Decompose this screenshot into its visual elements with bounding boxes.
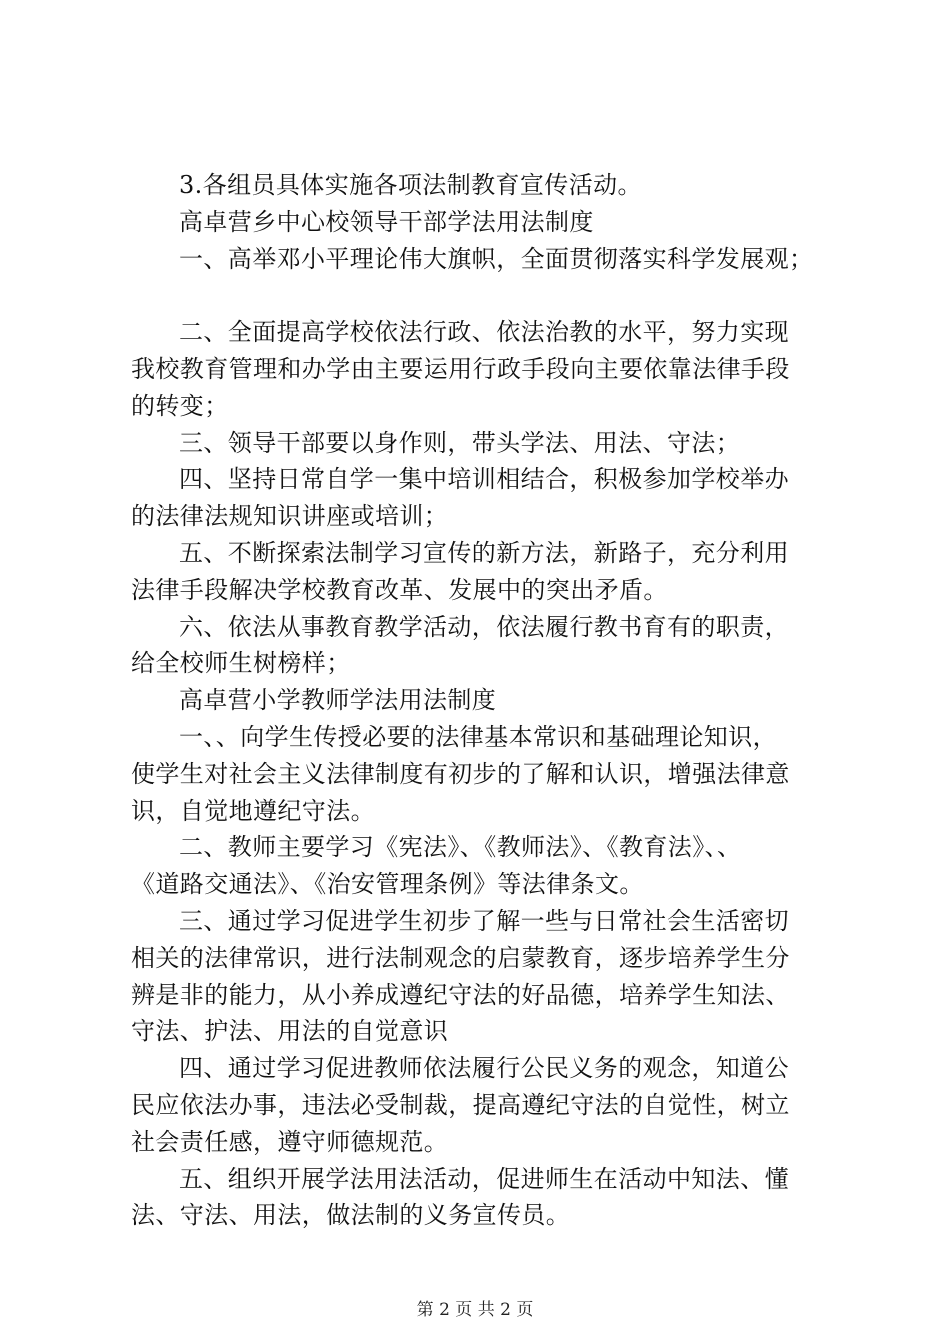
blank-line	[131, 277, 831, 314]
paragraph-line: 法律手段解决学校教育改革、发展中的突出矛盾。	[131, 575, 668, 604]
paragraph-line: 一、高举邓小平理论伟大旗帜，全面贯彻落实科学发展观；	[179, 244, 814, 273]
paragraph-line: 四、通过学习促进教师依法履行公民义务的观念，知道公	[179, 1054, 789, 1083]
paragraph-line: 辨是非的能力，从小养成遵纪守法的好品德，培养学生知法、	[131, 980, 790, 1009]
paragraph-line: 民应依法办事，违法必受制裁，提高遵纪守法的自觉性，树立	[131, 1090, 790, 1119]
paragraph-line: 四、坚持日常自学一集中培训相结合，积极参加学校举办	[179, 465, 789, 494]
paragraph-line: 社会责任感，遵守师德规范。	[131, 1127, 449, 1156]
section-heading-teachers: 高卓营小学教师学法用法制度	[179, 686, 497, 715]
paragraph-line: 二、教师主要学习《宪法》、《教师法》、《教育法》、、	[179, 833, 742, 862]
paragraph-line: 五、组织开展学法用法活动，促进师生在活动中知法、懂	[179, 1164, 789, 1193]
paragraph-line: 的转变；	[131, 391, 229, 420]
paragraph-line: 我校教育管理和办学由主要运用行政手段向主要依靠法律手段	[131, 354, 790, 383]
paragraph-line: 法、守法、用法，做法制的义务宣传员。	[131, 1201, 571, 1230]
page-number-footer: 第 2 页 共 2 页	[416, 1300, 534, 1320]
paragraph-line: 给全校师生树榜样；	[131, 649, 351, 678]
paragraph-line: 相关的法律常识，进行法制观念的启蒙教育，逐步培养学生分	[131, 943, 790, 972]
paragraph-line: 六、依法从事教育教学活动，依法履行教书育有的职责，	[179, 612, 789, 641]
paragraph-line: 三、通过学习促进学生初步了解一些与日常社会生活密切	[179, 906, 789, 935]
paragraph-line: 二、全面提高学校依法行政、依法治教的水平，努力实现	[179, 318, 789, 347]
paragraph-line: 识，自觉地遵纪守法。	[131, 796, 375, 825]
paragraph-line: 守法、护法、用法的自觉意识	[131, 1017, 449, 1046]
paragraph-line: 3.各组员具体实施各项法制教育宣传活动。	[179, 171, 642, 199]
paragraph-line: 《道路交通法》、《治安管理条例》等法律条文。	[131, 870, 644, 899]
section-heading-leaders: 高卓营乡中心校领导干部学法用法制度	[179, 207, 594, 236]
paragraph-line: 的法律法规知识讲座或培训；	[131, 502, 449, 531]
paragraph-line: 使学生对社会主义法律制度有初步的了解和认识，增强法律意	[131, 759, 790, 788]
paragraph-line: 五、不断探索法制学习宣传的新方法，新路子，充分利用	[179, 538, 789, 567]
document-body	[131, 167, 831, 1234]
paragraph-line: 一、、向学生传授必要的法律基本常识和基础理论知识，	[179, 722, 777, 751]
paragraph-line: 三、领导干部要以身作则，带头学法、用法、守法；	[179, 428, 741, 457]
